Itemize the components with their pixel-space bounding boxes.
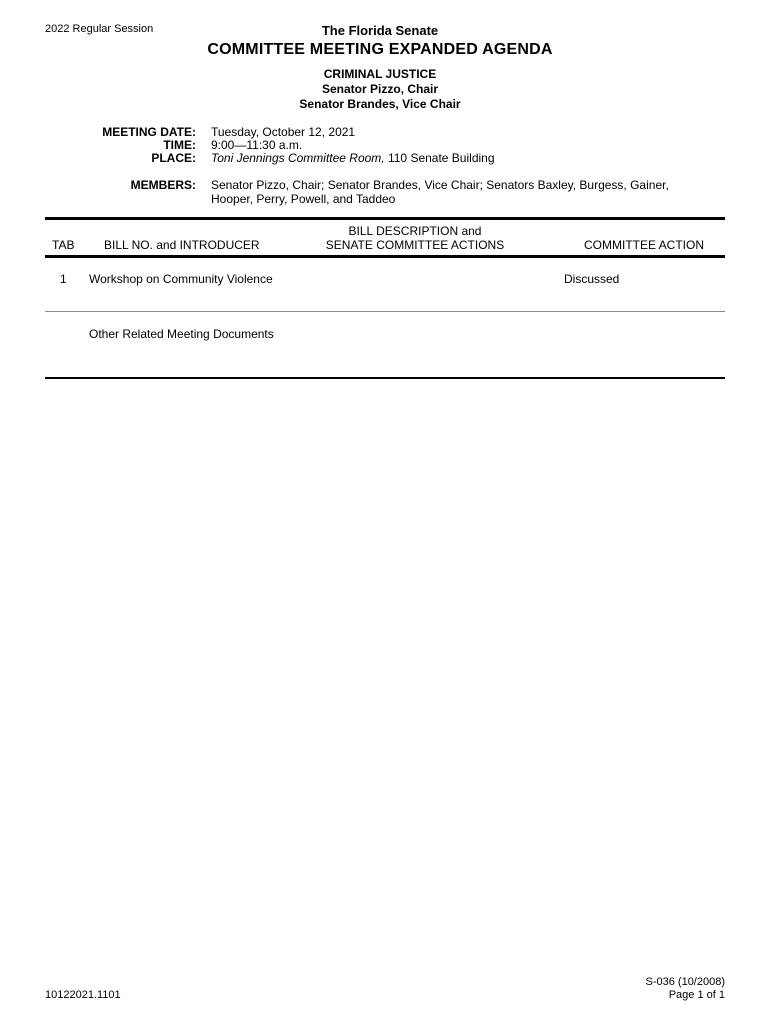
meeting-time-value: 9:00—11:30 a.m. [211,138,303,152]
row-tab: 1 [60,272,67,286]
column-header-bill: BILL NO. and INTRODUCER [104,238,260,252]
page-number: Page 1 of 1 [668,989,725,1001]
footer-right [646,976,726,1002]
other-documents-link[interactable]: Other Related Meeting Documents [89,327,274,341]
row-action: Discussed [564,272,620,286]
row-divider [45,311,725,312]
column-header-tab: TAB [52,238,75,252]
meeting-date-value: Tuesday, October 12, 2021 [211,125,356,139]
row-bill: Workshop on Community Violence [89,272,273,286]
place-building: 110 Senate Building [384,151,495,165]
column-header-description-line2: SENATE COMMITTEE ACTIONS [325,238,505,252]
place-room: Toni Jennings Committee Room, [211,151,385,165]
column-header-description-line1: BILL DESCRIPTION and [348,224,482,238]
table-bottom-rule [45,377,725,379]
meeting-date-label: MEETING DATE: [102,125,196,139]
column-header-action: COMMITTEE ACTION [584,238,704,252]
session-label: 2022 Regular Session [45,23,154,35]
form-number: S-036 (10/2008) [645,976,725,988]
committee-name: CRIMINAL JUSTICE [323,67,437,81]
meeting-place-label: PLACE: [151,151,196,165]
committee-vice-chair: Senator Brandes, Vice Chair [299,97,461,111]
document-id: 10122021.1101 [45,989,121,1001]
senate-heading: The Florida Senate [321,23,439,38]
meeting-place-value [211,151,495,165]
members-list: Senator Pizzo, Chair; Senator Brandes, Vice Chair; Senators Baxley, Burgess, Gainer, Hooper, Perry, Powell, and Taddeo [211,178,669,206]
table-header-rule [45,255,725,258]
members-label: MEMBERS: [130,178,196,192]
meeting-time-label: TIME: [163,138,196,152]
page-title: COMMITTEE MEETING EXPANDED AGENDA [207,41,553,58]
committee-chair: Senator Pizzo, Chair [321,82,439,96]
table-top-rule [45,217,725,220]
column-header-description [300,224,530,252]
